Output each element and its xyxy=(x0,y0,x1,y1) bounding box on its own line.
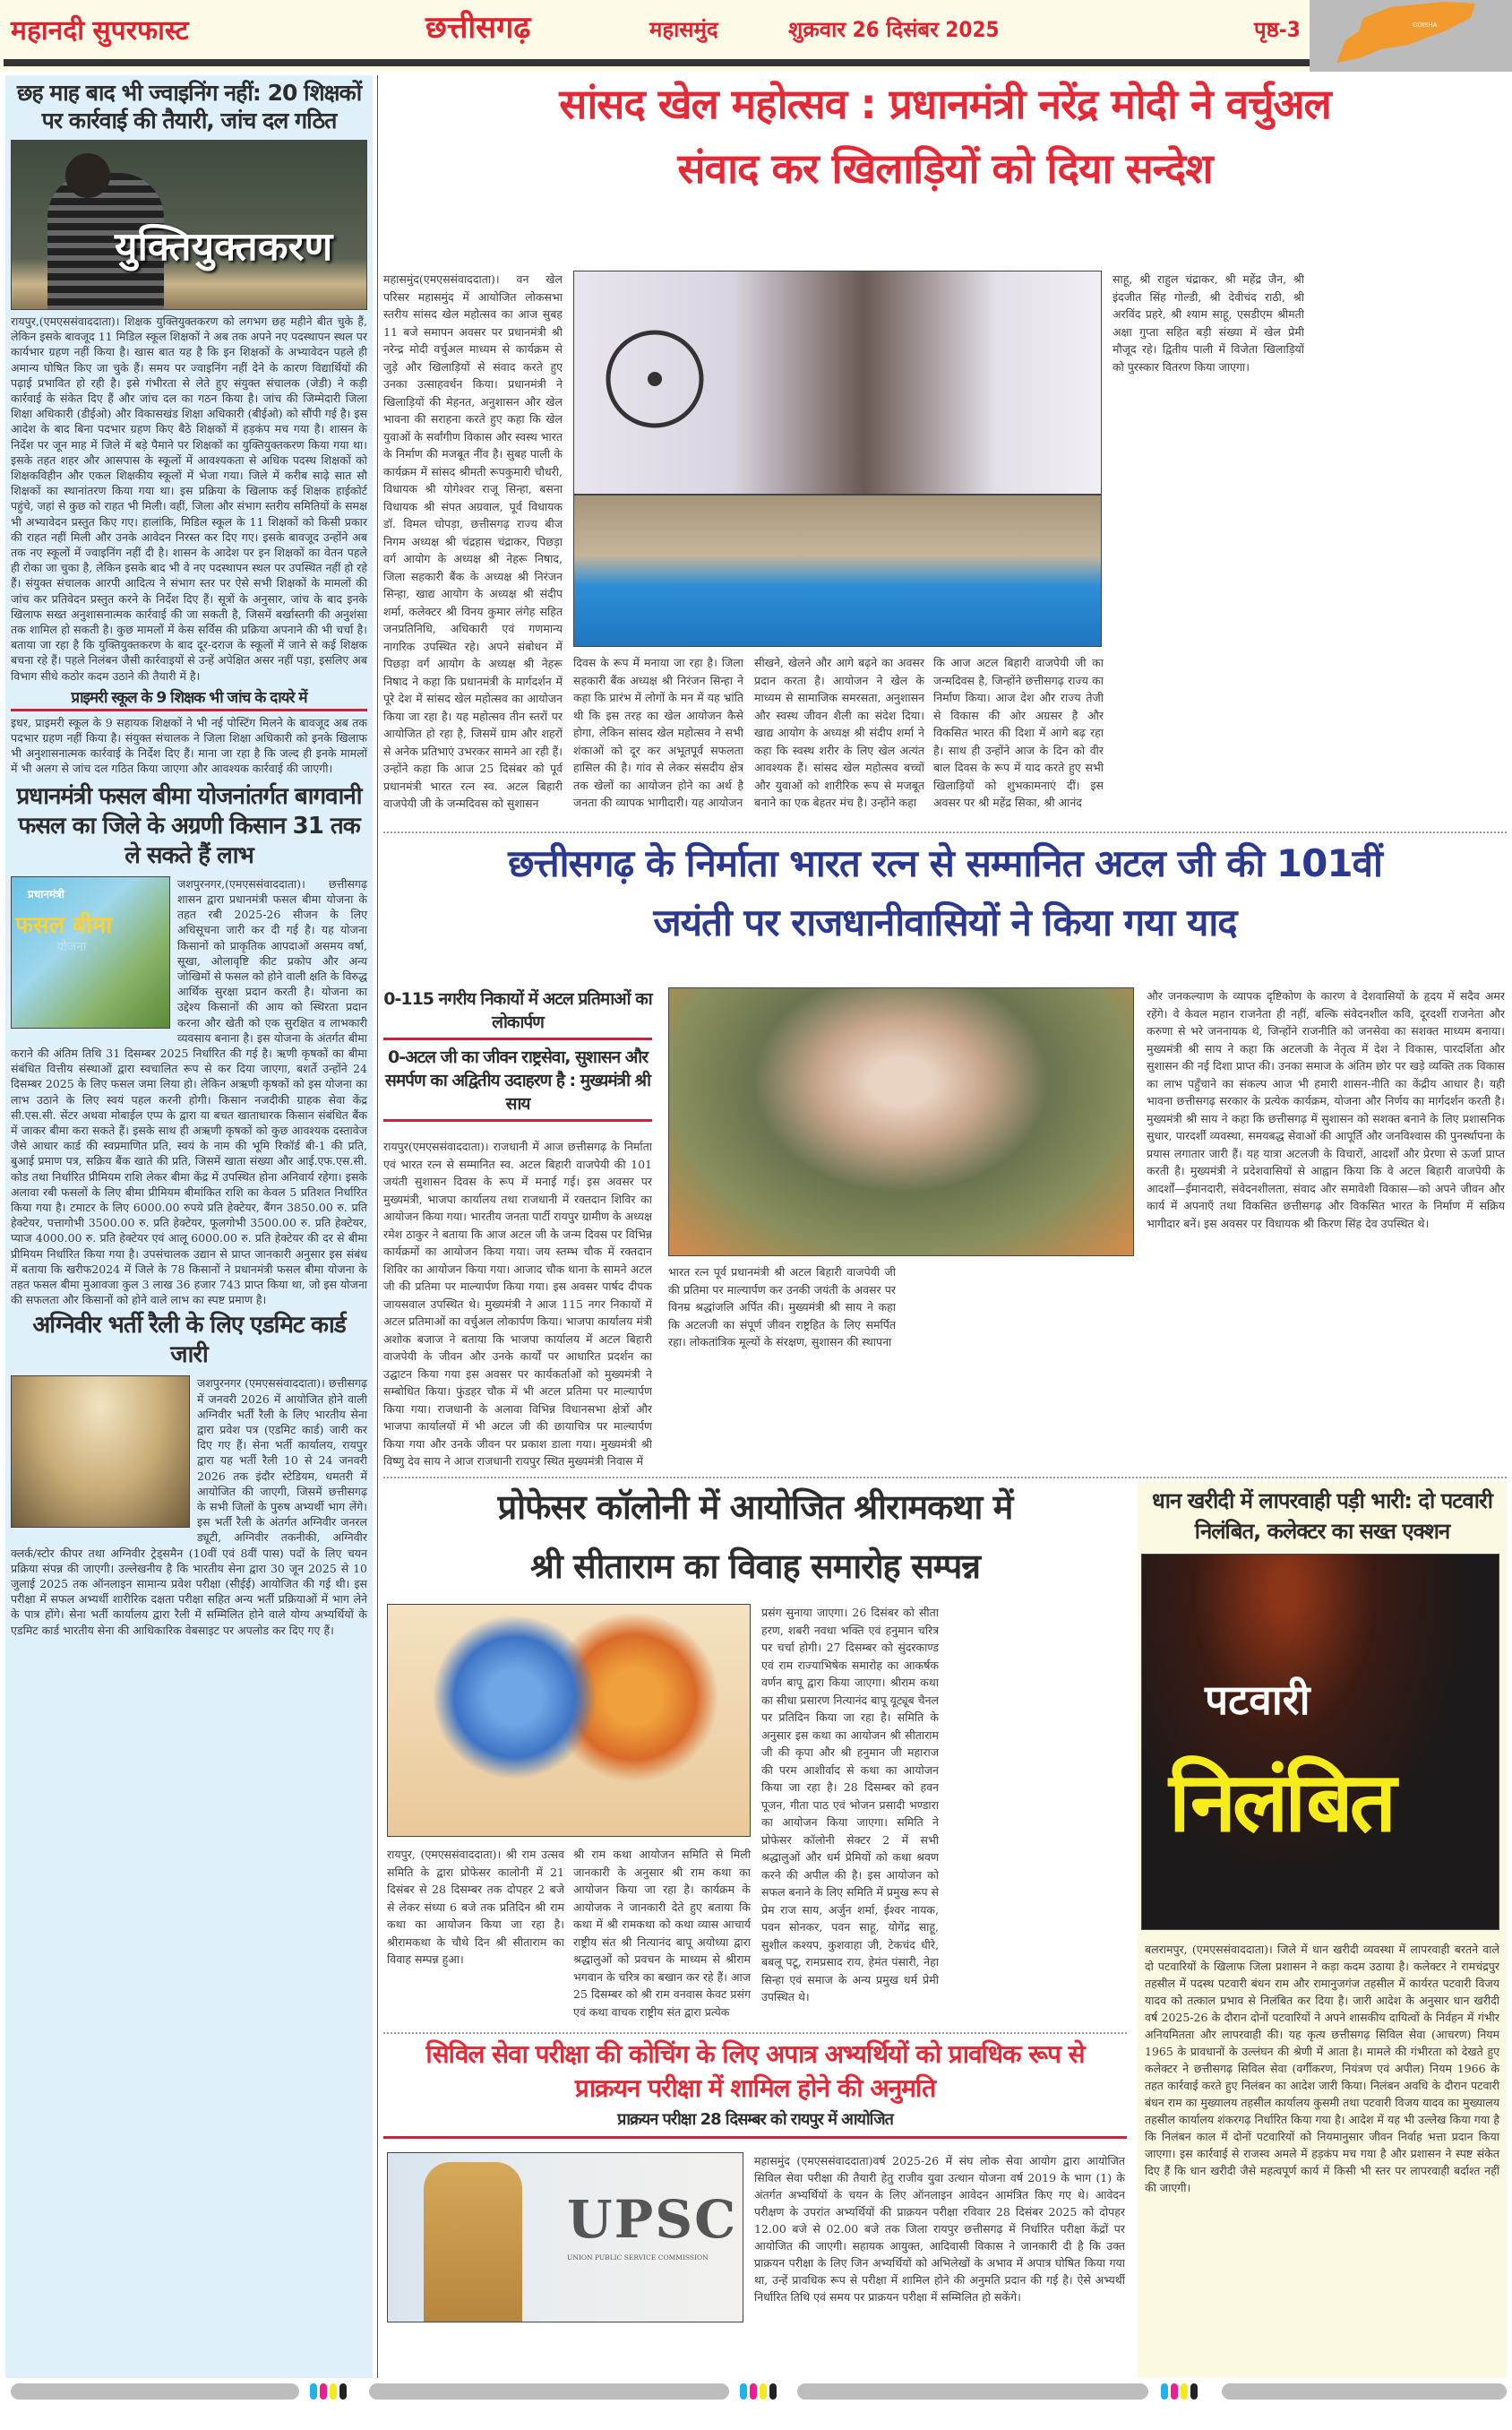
body-ramkatha-right xyxy=(573,1604,1127,2025)
state-name: छत्तीसगढ़ xyxy=(425,10,531,46)
masthead xyxy=(0,0,1512,72)
cyan-mark xyxy=(310,2383,317,2400)
text-column: भारत रत्न पूर्व प्रधानमंत्री श्री अटल बिहारी वाजपेयी जी की प्रतिमा पर माल्यार्पण कर उनकी जयंती के अवसर पर विनम्र श्रद्धांजलि अर्पित की। मुख्यमंत्री श्री साय ने कहा कि अटलजी का संपूर्ण जीवन राष्ट्रहित के लिए समर्पित रहा। लोकतांत्रिक मूल्यों के संरक्षण, सुशासन की स्थापना xyxy=(668,1265,896,1349)
text-column: रायपुर(एमएससंवाददाता)। राजधानी में आज छत्तीसगढ़ के निर्माता एवं भारत रत्न से सम्मानित स्व. अटल बिहारी वाजपेयी की 101 जयंती सुशासन दिवस के रूप में मनाई गई। इस अवसर पर मुख्यमंत्री, भाजपा कार्यालय तथा राजधानी में रक्तदान शिविर का आयोजन किया गया। भारतीय जनता पार्टी रायपुर ग्रामीण के अध्यक्ष रमेश ठाकुर ने बताया कि आज अटल जी के जन्म दिवस पर विभिन्न कार्यक्रमों का आयोजन किया गया। जय स्तम्भ चौक में रक्तदान शिविर का आयोजन किया गया। आजाद चौक थाना के सामने अटल जी की प्रतिमा पर माल्यार्पण किया गया। इस अवसर पार्षद दीपक जायसवाल उपस्थित थे। मुख्यमंत्री ने आज 115 नगर निकायों में अटल प्रतिमाओं का वर्चुअल लोकार्पण किया। भाजपा कार्यालय मंत्री अशोक बजाज ने बताया कि भाजपा कार्यालय में अटल बिहारी वाजपेयी के जीवन और उनके कार्यों पर आधारित प्रदर्शन का उद्घाटन किया गया इस अवसर पर कार्यकर्ताओं को मुख्यमंत्री ने सम्बोधित किया। फुंडहर चौक में भी अटल प्रतिमा पर माल्यार्पण किया गया। राजधानी के अलावा विभिन्न विधानसभा क्षेत्रों और भाजपा कार्यालयों में भी अटल जी की छायाचित्र पर माल्यार्पण किया गया और उनके जीवन पर प्रकाश डाला गया। मुख्यमंत्री श्री विष्णु देव साय ने आज राजधानी रायपुर स्थित मुख्यमंत्री निवास में xyxy=(383,1140,652,1468)
footer-bar xyxy=(797,2383,1148,2400)
story-khel-mahotsav xyxy=(383,75,1507,828)
footer-bar xyxy=(1222,2383,1507,2400)
crop-insurance-image xyxy=(11,876,170,1029)
story-patwari xyxy=(1138,1482,1507,2378)
image-text-1: प्रधानमंत्री xyxy=(28,887,64,900)
headline-atal-line2: जयंती पर राजधानीवासियों ने किया गया याद xyxy=(653,900,1237,944)
body-agniveer: जशपुरनगर (एमएससंवाददाता)। छत्तीसगढ़ में जनवरी 2026 में आयोजित होने वाली अग्निवीर भर्ती रैली के लिए भारतीय सेना द्वारा प्रवेश पत्र (एडमिट कार्ड) जारी कर दिए गए हैं। सेना भर्ती कार्यालय, रायपुर द्वारा यह भर्ती रैली 10 से 24 जनवरी 2026 तक इंदौर स्टेडियम, धमतरी में आयोजित की जाएगी, जिसमें छत्तीसगढ़ के सभी जिलों के पुरुष अभ्यर्थी भाग लेंगे। इस भर्ती रैली के अंतर्गत अग्निवीर जनरल ड्यूटी, अग्निवीर तकनीकी, अग्निवीर क्लर्क/स्टोर कीपर तथा अग्निवीर ट्रेड्समैन (10वीं एवं 8वीं पास) पदों के लिए चयन प्रक्रिया संपन्न की जाएगी। उल्लेखनीय है कि भारतीय सेना द्वारा 30 जून 2025 से 10 जुलाई 2025 तक ऑनलाइन सामान्य प्रवेश परीक्षा (सीईई) आयोजित की गई थी। इस परीक्षा में सफल अभ्यर्थी शारीरिक दक्षता परीक्षा सहित अन्य भर्ती प्रक्रियाओं में भाग लेने के पात्र होंगे। सेना भर्ती कार्यालय द्वारा रैली में सम्मिलित होने वाले योग्य अभ्यर्थियों के एडमिट कार्ड भारतीय सेना की आधिकारिक वेबसाइट पर अपलोड कर दिए गए हैं। xyxy=(11,1376,367,1637)
magenta-mark xyxy=(1171,2383,1178,2400)
image-word-patwari: पटवारी xyxy=(1205,1676,1310,1724)
body-patwari: बलरामपुर, (एमएससंवाददाता)। जिले में धान खरीदी व्यवस्था में लापरवाही बरतने वाले दो पटवारियों के खिलाफ जिला प्रशासन ने कड़ा कदम उठाया है। कलेक्टर ने रामचंद्रपुर तहसील में पदस्थ पटवारी बंधन राम और रामानुजगंज तहसील में कार्यरत पटवारी विजय यादव को तत्काल प्रभाव से निलंबित कर दिया है। जारी आदेश के अनुसार धान खरीदी वर्ष 2025-26 के दौरान दोनों पटवारियों ने अपने शासकीय दायित्वों के निर्वहन में गंभीर अनियमितता और लापरवाही की। यह कृत्य छत्तीसगढ़ सिविल सेवा (आचरण) नियम 1965 के प्रावधानों के उल्लंघन की श्रेणी में आता है। मामले की गंभीरता को देखते हुए कलेक्टर ने छत्तीसगढ़ सिविल सेवा (वर्गीकरण, नियंत्रण एवं अपील) नियम 1966 के तहत कार्रवाई करते हुए निलंबन का आदेश जारी किया। निलंबन अवधि के दौरान पटवारी बंधन राम का मुख्यालय तहसील कार्यालय कुसमी तथा पटवारी विजय यादव का मुख्यालय तहसील कार्यालय शंकरगढ़ निर्धारित किया गया है। आदेश में यह भी उल्लेख किया गया है कि निलंबन काल में दोनों पटवारियों को नियमानुसार जीवन निर्वाह भत्ता प्रदान किया जाएगा। इस कार्रवाई से राजस्व अमले में हड़कंप मच गया है और प्रशासन ने स्पष्ट संकेत दिए हैं कि धान खरीदी जैसे महत्वपूर्ण कार्य में किसी भी स्तर पर लापरवाही बर्दाश्त नहीं की जाएगी। xyxy=(1145,1943,1499,2194)
image-text-2: फसल बीमा xyxy=(15,911,113,939)
footer-bar xyxy=(369,2383,729,2400)
atal-subheads xyxy=(383,987,652,1122)
story-crop-insurance xyxy=(5,777,373,1308)
text-column xyxy=(949,1604,1127,2025)
footer-bar xyxy=(11,2383,299,2400)
image-word-nilambit: निलंबित xyxy=(1169,1754,1394,1850)
ashoka-emblem-icon xyxy=(424,2162,522,2322)
image-text-3: योजना xyxy=(56,939,87,954)
svg-text:ODISHA: ODISHA xyxy=(1413,22,1438,29)
subhead-primary-school: प्राइमरी स्कूल के 9 शिक्षक भी जांच के दायरे में xyxy=(11,687,367,711)
odisha-map-icon xyxy=(1310,0,1512,72)
story-atal-jayanti xyxy=(383,837,1507,1473)
cyan-mark xyxy=(740,2383,747,2400)
headline-upsc-line2: प्राक्रयन परीक्षा में शामिल होने की अनुमति xyxy=(574,2073,936,2103)
story-upsc xyxy=(383,2038,1127,2378)
headline-upsc-line1: सिविल सेवा परीक्षा की कोचिंग के लिए अपात्र अभ्यर्थियों को प्रावधिक रूप से xyxy=(425,2039,1085,2069)
body-atal-left-col xyxy=(383,1138,1138,1469)
left-sidebar xyxy=(5,75,373,2378)
masthead-rule xyxy=(4,59,1310,66)
upsc-title: UPSC xyxy=(567,2189,738,2250)
body-ramkatha-left: रायपुर, (एमएससंवाददाता)। श्री राम उत्सव समिति के द्वारा प्रोफेसर कालोनी में 21 दिसंबर से 28 दिसम्बर तक दोपहर 2 बजे से लेकर संध्या 6 बजे तक प्रतिदिन श्री राम कथा का आयोजन किया जा रहा है। श्रीरामकथा के चौथे दिन श्री सीताराम का विवाह सम्पन्न हुआ। xyxy=(387,1848,564,1966)
body-khel xyxy=(383,271,1507,824)
page-number: पृष्ठ-3 xyxy=(1254,17,1301,42)
body-upsc: महासमुंद (एमएससंवाददाता)वर्ष 2025-26 में संघ लोक सेवा आयोग द्वारा आयोजित सिविल सेवा परीक्षा की तैयारी हेतु राजीव युवा उत्थान योजना वर्ष 2019 के भाग (1) के अंतर्गत अभ्यर्थियों के चयन के लिए ऑनलाइन आवेदन आमंत्रित किए गए थे। आवेदन परीक्षण के उपरांत अभ्यर्थियों की प्राक्रयन परीक्षा रविवार 28 दिसंबर 2025 को दोपहर 12.00 बजे से 02.00 बजे तक जिला रायपुर छत्तीसगढ़ में निर्धारित परीक्षा केंद्रों पर आयोजित की जाएगी। सहायक आयुक्त, आदिवासी विकास ने जानकारी दी है कि उक्त प्राक्रयन परीक्षा के लिए जिन अभ्यर्थियों को अभिलेखों के अभाव में अपात्र घोषित किया गया था, उन्हें प्रावधिक रूप से परीक्षा में शामिल होने की अनुमति प्रदान की गई है। ऐसे अभ्यर्थी निर्धारित तिथि एवं समय पर प्राक्रयन परीक्षा में सम्मिलित हो सकेंगे। xyxy=(754,2154,1125,2304)
text-column: प्रसंग सुनाया जाएगा। 26 दिसंबर को सीता हरण, शबरी नवधा भक्ति एवं हनुमान चरित्र पर चर्चा होगी। 27 दिसम्बर को सुंदरकाण्ड एवं राम राज्याभिषेक समारोह का आकर्षक वर्णन बापू द्वारा किया जाएगा। श्रीराम कथा का सीधा प्रसारण नित्यानंद बापू यूट्यूब चैनल पर प्रतिदिन किया जा रहा है। समिति के अनुसार इस कथा का आयोजन श्री सीताराम जी की कृपा और श्री हनुमान जी महाराज की परम आशीर्वाद से कथा का आयोजन किया जा रहा है। 28 दिसम्बर को हवन पूजन, गीता पाठ एवं भोजन प्रसादी भण्डारा का आयोजन किया जाएगा। समिति ने प्रोफेसर कॉलोनी सेक्टर 2 में सभी श्रद्धालुओं और धर्म प्रेमियों को कथा श्रवण करने की अपील की है। इस आयोजन को सफल बनाने के लिए समिति में प्रमुख रूप से प्रेम राज साय, अर्जुन शर्मा, ईश्वर नायक, पवन सोनकर, पवन साहू, योगेंद्र साहू, सुशील कश्यप, कुशवाहा जी, टेकचंद धीरे, बबलू पटू, रामप्रसाद राय, हेमंत पंसारी, नेहा सिन्हा एवं समाज के अन्य प्रमुख धर्म प्रेमी उपस्थित थे। xyxy=(761,1606,939,2003)
text-column xyxy=(906,1263,1134,1469)
section-divider xyxy=(383,1477,1507,1478)
magenta-mark xyxy=(320,2383,327,2400)
body-primary-school: इधर, प्राइमरी स्कूल के 9 सहायक शिक्षकों ने भी नई पोस्टिंग मिलने के बावजूद अब तक पदभार ग्रहण नहीं किया है। संयुक्त संचालक ने जिला शिक्षा अधिकारी को इनके खिलाफ भी अनुशासनात्मक कार्रवाई के निर्देश दिए हैं। माना जा रहा है कि जल्द ही इनके मामलों में भी अलग से जांच दल गठित किया जाएगा और आवश्यक कार्रवाई की जाएगी। xyxy=(11,715,367,776)
city-name: महासमुंद xyxy=(649,17,718,42)
yellow-mark xyxy=(330,2383,337,2400)
upsc-emblem-image xyxy=(387,2152,743,2322)
story-agniveer xyxy=(5,1307,373,1637)
teacher-head xyxy=(65,153,110,198)
issue-date: शुक्रवार 26 दिसंबर 2025 xyxy=(788,17,1000,42)
patwari-nilambit-image xyxy=(1141,1554,1499,1930)
headline-khel-line2: संवाद कर खिलाड़ियों को दिया सन्देश xyxy=(677,144,1213,193)
yellow-mark xyxy=(1181,2383,1188,2400)
headline-ramkatha-line2: श्री सीताराम का विवाह समारोह सम्पन्न xyxy=(529,1547,981,1586)
text-column xyxy=(1315,271,1507,824)
cyan-mark xyxy=(1161,2383,1168,2400)
subhead-atal-2: 0-अटल जी का जीवन राष्ट्रसेवा, सुशासन और समर्पण का अद्वितीय उदाहरण है : मुख्यमंत्री श्री साय xyxy=(383,1040,652,1122)
text-column: दिवस के रूप में मनाया जा रहा है। जिला सहकारी बैंक अध्यक्ष श्री निरंजन सिन्हा ने कहा कि प्रारंभ में लोगों के मन में यह भ्रांति थी कि इस तरह का खेल आयोजन कैसे होगा, लेकिन सांसद खेल महोत्सव ने सभी शंकाओं को दूर कर अभूतपूर्व सफलता हासिल की है। गांव से लेकर संसदीय क्षेत्र तक खेलों का आयोजन होने का अर्थ है जनता की व्यापक भागीदारी। यह आयोजन xyxy=(573,656,743,809)
headline-patwari: धान खरीदी में लापरवाही पड़ी भारी: दो पटवारी निलंबित, कलेक्टर का सख्त एक्शन xyxy=(1152,1488,1492,1544)
headline-crop-insurance: प्रधानमंत्री फसल बीमा योजनांतर्गत बागवानी फसल का जिले के अग्रणी किसान 31 तक ले सकते हैं लाभ xyxy=(16,782,362,869)
magenta-mark xyxy=(750,2383,757,2400)
story-ramkatha xyxy=(383,1482,1127,2029)
subhead-atal-1: 0-115 नगरीय निकायों में अटल प्रतिमाओं का लोकार्पण xyxy=(383,987,652,1040)
upsc-subtitle: UNION PUBLIC SERVICE COMMISSION xyxy=(567,2253,709,2262)
teacher-blackboard-image xyxy=(11,140,367,310)
subhead-upsc: प्राक्रयन परीक्षा 28 दिसम्बर को रायपुर में आयोजित xyxy=(383,2107,1127,2139)
yellow-mark xyxy=(760,2383,767,2400)
agniveer-soldiers-image xyxy=(11,1375,190,1528)
body-teachers: रायपुर,(एमएससंवाददाता)। शिक्षक युक्तियुक्तकरण को लगभग छह महीने बीत चुके हैं, लेकिन इसके बावजूद 11 मिडिल स्कूल शिक्षकों ने अब तक अपने नए पदस्थापन स्थल पर कार्यभार ग्रहण नहीं किया है। खास बात यह है कि इन शिक्षकों के अभ्यावेदन पहले ही अमान्य घोषित किए जा चुके हैं। समय पर ज्वाइनिंग नहीं देने के कारण विद्यार्थियों की पढ़ाई प्रभावित हो रही है। इसे गंभीरता से लेते हुए संयुक्त संचालक (जेडी) ने कड़ी कार्रवाई के संकेत दिए हैं और जांच दल का गठन किया है। जांच की जिम्मेदारी जिला शिक्षा अधिकारी (डीईओ) और विकासखंड शिक्षा अधिकारी (बीईओ) को सौंपी गई है। इस आदेश के बाद बिना पदभार ग्रहण किए बैठे शिक्षकों में हड़कंप मच गया है। शासन के निर्देश पर जून माह में जिले में बड़े पैमाने पर शिक्षकों का युक्तियुक्तकरण किया गया था। इसके तहत शहर और आसपास के स्कूलों में आवश्यकता से अधिक पदस्थ शिक्षकों को शिक्षकविहीन और एकल शिक्षकीय स्कूलों में भेजा गया। जिले में करीब साढ़े सात सौ शिक्षकों का स्थानांतरण किया गया था। इस प्रक्रिया के खिलाफ कई शिक्षक हाईकोर्ट पहुंचे, जहां से कुछ को राहत भी मिली। वहीं, जिला और संभाग स्तरीय समितियों के समक्ष भी अभ्यावेदन प्रस्तुत किए गए। हालांकि, मिडिल स्कूल के 11 शिक्षकों को किसी प्रकार की राहत नहीं मिली और उनके आवेदन निरस्त कर दिए गए। इसके बावजूद उन्होंने अब तक नए स्कूलों में ज्वाइनिंग नहीं दी है। शासन के आदेश पर इन शिक्षकों का वेतन पहले ही रोका जा चुका है, लेकिन इसके बाद भी वे नए पदस्थापन स्थल पर उपस्थित नहीं हो रहे हैं। संयुक्त संचालक आरपी आदित्य ने संभाग स्तर पर ऐसे सभी शिक्षकों के मामलों की जांच कर प्रतिवेदन प्रस्तुत करने के निर्देश दिए हैं। सूत्रों के अनुसार, जांच के बाद इनके खिलाफ सख्त अनुशासनात्मक कार्रवाई की जा सकती है, जिसमें बर्खास्तगी की अनुशंसा तक शामिल हो सकती है। कुछ मामलों में केस सर्विस की प्रक्रिया अपनाने की भी चर्चा है। बताया जा रहा है कि युक्तियुक्तकरण के बाद दूर-दराज के स्कूलों में जाने से कई शिक्षक बचना रहे हैं। पहले निलंबन जैसी कार्रवाइयों से उन्हें अपेक्षित असर नहीं पड़ा, इसलिए अब विभाग सीधे कठोर कदम उठाने की तैयारी में है। xyxy=(11,315,367,683)
body-atal-right: और जनकल्याण के व्यापक दृष्टिकोण के कारण वे देशवासियों के हृदय में सदैव अमर रहेंगे। वे केवल महान राजनेता ही नहीं, बल्कि संवेदनशील कवि, दूरदर्शी राजनेता और करुणा से भरे जननायक थे, जिन्होंने राजनीति को जनसेवा का सशक्त माध्यम बनाया। मुख्यमंत्री श्री साय ने कहा कि अटलजी के नेतृत्व में देश ने विकास, पारदर्शिता और सुशासन की नई दिशा प्राप्त की। उनका समाज के अंतिम छोर पर खड़े व्यक्ति तक विकास का लाभ पहुँचाने का संकल्प आज भी हमारी शासन-नीति का केंद्रीय आधार है। यही भावना छत्तीसगढ़ सरकार के प्रत्येक कार्यक्रम, योजना और निर्णय का मार्गदर्शन करती है। मुख्यमंत्री श्री साय ने कहा कि छत्तीसगढ़ में सुशासन को सशक्त बनाने के लिए प्रशासनिक सुधार, पारदर्शी व्यवस्था, समयबद्ध सेवाओं की आपूर्ति और जनविश्वास की पुनर्स्थापना के प्रयास लगातार जारी हैं। यह यात्रा अटलजी के विचारों, आदर्शों और प्रेरणा से ऊर्जा प्राप्त करती है। मुख्यमंत्री ने प्रदेशवासियों से आह्वान किया कि वे अटल बिहारी वाजपेयी के आदर्शों—ईमानदारी, संवेदनशीलता, संवाद और समावेशी विकास—को अपने जीवन और कार्य में अपनाएँ तथा विकसित छत्तीसगढ़ और विकसित भारत के निर्माण में सक्रिय भागीदार बनें। इस अवसर पर विधायक श्री किरण सिंह देव उपस्थित थे। xyxy=(1147,989,1505,1230)
text-column: कि आज अटल बिहारी वाजपेयी जी का जन्मदिवस है, जिन्होंने छत्तीसगढ़ राज्य का निर्माण किया। आज देश और राज्य तेजी से विकास की ओर अग्रसर है और विकसित भारत की दिशा में आगे बढ़ रहा है। साथ ही उन्होंने आज के दिन को वीर बाल दिवस के रूप में याद करते हुए सभी खिलाड़ियों को शुभकामनाएं दीं। इस अवसर पर श्री महेंद्र सिका, श्री आनंद xyxy=(933,656,1104,809)
text-column: साहू, श्री राहुल चंद्राकर, श्री महेंद्र जैन, श्री इंदजीत सिंह गोल्डी, श्री देवीचंद राठी, श्री अरविंद प्रहरे, श्री श्याम साहू, एसडीएम श्रीमती अक्षा गुप्ता सहित बड़ी संख्या में खेल प्रेमी मौजूद रहे। द्वितीय पाली में विजेता खिलाड़ियों को पुरस्कार वितरण किया जाएगा। xyxy=(1113,272,1304,374)
headline-teachers: छह माह बाद भी ज्वाइनिंग नहीं: 20 शिक्षकों पर कार्रवाई की तैयारी, जांच दल गठित xyxy=(16,80,362,134)
text-column: श्री राम कथा आयोजन समिति से मिली जानकारी के अनुसार श्री राम कथा का आयोजन किया जा रहा है। कार्यक्रम के आयोजक ने जानकारी देते हुए बताया कि कथा में श्री रामकथा को कथा व्यास आचार्य राष्ट्रीय संत श्री नित्यानंद बापू अयोध्या द्वारा श्रद्धालुओं को प्रवचन के माध्यम से श्रीराम भगवान के चरित्र का बखान कर रहे हैं। आज 25 दिसम्बर को श्री राम वनवास केवट प्रसंग एवं कथा वाचक राष्ट्रीय संत द्वारा प्रत्येक xyxy=(573,1848,751,2019)
body-crop-insurance: जशपुरनगर,(एमएससंवाददाता)। छत्तीसगढ़ शासन द्वारा प्रधानमंत्री फसल बीमा योजना के तहत रबी 2025-26 सीजन के लिए अधिसूचना जारी कर दी गई है। यह योजना किसानों को प्राकृतिक आपदाओं असमय वर्षा, सूखा, ओलावृष्टि कीट प्रकोप और अन्य जोखिमों से फसल को होने वाली क्षति के विरुद्ध आर्थिक सुरक्षा प्रदान करती है। योजना का उद्देश्य किसानों की आय को स्थिरता प्रदान करना और खेती को एक सुरक्षित व लाभकारी व्यवसाय बनाना है। इस योजना के अंतर्गत बीमा कराने की अंतिम तिथि 31 दिसम्बर 2025 निर्धारित की गई है। ऋणी कृषकों का बीमा संबंधित वित्तीय संस्थाओं द्वारा स्वचालित रूप से कर दिया जाएगा, बशर्ते उन्होंने 24 दिसम्बर 2025 के लिए फसल जमा लिया हो। लेकिन अऋणी कृषकों को इस योजना का लाभ उठाने के लिए स्वयं पहल करनी होगी। किसान नजदीकी ग्राहक सेवा केंद्र सी.एस.सी. सेंटर अथवा मोबाईल एप्प के द्वारा या बचत खाताधारक किसान संबंधित बैंक में जाकर बीमा करा सकते हैं। इसके साथ ही अऋणी कृषकों को कुछ आवश्यक दस्तावेज जैसे आधार कार्ड की स्वप्रमाणित प्रति, स्वयं के नाम की भूमि रिकॉर्ड बी-1 की प्रति, बुआई प्रमाण पत्र, सक्रिय बैंक खाते की प्रति, जिसमें खाता संख्या और आई.एफ.एस.सी. कोड तथा निर्धारित प्रीमियम राशि लेकर बीमा केंद्र में उपस्थित होना अनिवार्य रहेगा। इसके अलावा रबी फसलों के लिए बीमा प्रीमियम बीमांकित राशि का केवल 5 प्रतिशत निर्धारित किया गया है। टमाटर के लिए 6000.00 रुपये प्रति हेक्टेयर, बैंगन 3850.00 रु. प्रति हेक्टेयर, पत्तागोभी 3500.00 रु. प्रति हेक्टेयर, फूलगोभी 3500.00 रु. प्रति हेक्टेयर, प्याज 4000.00 रु. प्रति हेक्टेयर एवं आलू 6000.00 रु. प्रति हेक्टेयर की दर से बीमा प्रीमियम निर्धारित किया गया है। उपसंचालक उद्यान से प्राप्त जानकारी अनुसार इस संबंध में बताया कि खरीफ2024 में जिले के 78 किसानों ने प्रधानमंत्री फसल बीमा योजना के तहत फसल बीमा मुआवजा कुल 3 लाख 36 हजार 743 प्राप्त किया था, जो इस योजना की सफलता और किसानों को होने वाले लाभ का स्पष्ट प्रमाण है। xyxy=(11,876,367,1307)
text-column: महासमुंद(एमएससंवाददाता)। वन खेल परिसर महासमुंद में आयोजित लोकसभा स्तरीय सांसद खेल महोत्सव का आज सुबह 11 बजे समापन अवसर पर प्रधानमंत्री श्री नरेन्द्र मोदी वर्चुअल माध्यम से कार्यक्रम से जुड़े और खिलाड़ियों से संवाद करते हुए उनका उत्साहवर्धन किया। प्रधानमंत्री ने खिलाड़ियों की मेहनत, अनुशासन और खेल भावना की सराहना करते हुए कहा कि खेल युवाओं के सर्वांगीण विकास और स्वस्थ भारत के निर्माण की मजबूत नींव है। सुबह पाली के कार्यक्रम में सांसद श्रीमती रूपकुमारी चौधरी, विधायक श्री योगेश्वर राजू सिन्हा, बसना विधायक श्री संपत अग्रवाल, पूर्व विधायक डॉ. विमल चोपड़ा, छत्तीसगढ़ राज्य बीज निगम अध्यक्ष श्री चंद्रहास चंद्राकर, पिछड़ा वर्ग आयोग के अध्यक्ष श्री नेहरू निषाद, जिला सहकारी बैंक के अध्यक्ष श्री निरंजन सिन्हा, खाद्य आयोग के अध्यक्ष श्री संदीप शर्मा, कलेक्टर श्री विनय कुमार लंगेह सहित जनप्रतिनिधि, अधिकारी एवं गणमान्य नागरिक उपस्थित रहे। अपने संबोधन में पिछड़ा वर्ग आयोग के अध्यक्ष श्री नेहरू निषाद ने कहा कि प्रधानमंत्री के मार्गदर्शन में पूरे देश में सांसद खेल महोत्सव का आयोजन किया जा रहा है। यह महोत्सव तीन स्तरों पर आयोजित हो रहा है, जिसमें ग्राम और शहरों से अनेक प्रतिभाएं उभरकर सामने आ रही हैं। उन्होंने कहा कि आज 25 दिसंबर को पूर्व प्रधानमंत्री भारत रत्न स्व. अटल बिहारी वाजपेयी जी के जन्मदिवस को सुशासन xyxy=(383,272,563,810)
headline-khel-line1: सांसद खेल महोत्सव : प्रधानमंत्री नरेंद्र मोदी ने वर्चुअल xyxy=(559,80,1331,128)
story-teachers xyxy=(5,75,373,777)
image-caption-text: युक्तियुक्तकरण xyxy=(115,224,333,270)
text-column: सीखने, खेलने और आगे बढ़ने का अवसर प्रदान करता है। आयोजन ने खेल के माध्यम से सामाजिक समरसता, अनुशासन और स्वस्थ जीवन शैली का संदेश दिया। खाद्य आयोग के अध्यक्ष श्री संदीप शर्मा ने कहा कि स्वस्थ शरीर के लिए खेल अत्यंत आवश्यक हैं। सांसद खेल महोत्सव बच्चों और युवाओं को शारीरिक रूप से मजबूत बनाने का एक बेहतर मंच है। उन्होंने कहा xyxy=(754,656,924,809)
column-rule xyxy=(377,75,378,2378)
black-mark xyxy=(769,2383,777,2400)
headline-atal-line1: छत्तीसगढ़ के निर्माता भारत रत्न से सम्मानित अटल जी की 101वीं xyxy=(508,841,1382,885)
headline-ramkatha-line1: प्रोफेसर कॉलोनी में आयोजित श्रीरामकथा में xyxy=(497,1487,1013,1527)
section-divider xyxy=(383,832,1507,833)
black-mark xyxy=(1190,2383,1198,2400)
section-divider xyxy=(383,2032,1127,2034)
paper-name: महानदी सुपरफास्ट xyxy=(11,15,189,47)
headline-agniveer: अग्निवीर भर्ती रैली के लिए एडमिट कार्ड जारी xyxy=(32,1312,346,1369)
black-mark xyxy=(339,2383,347,2400)
